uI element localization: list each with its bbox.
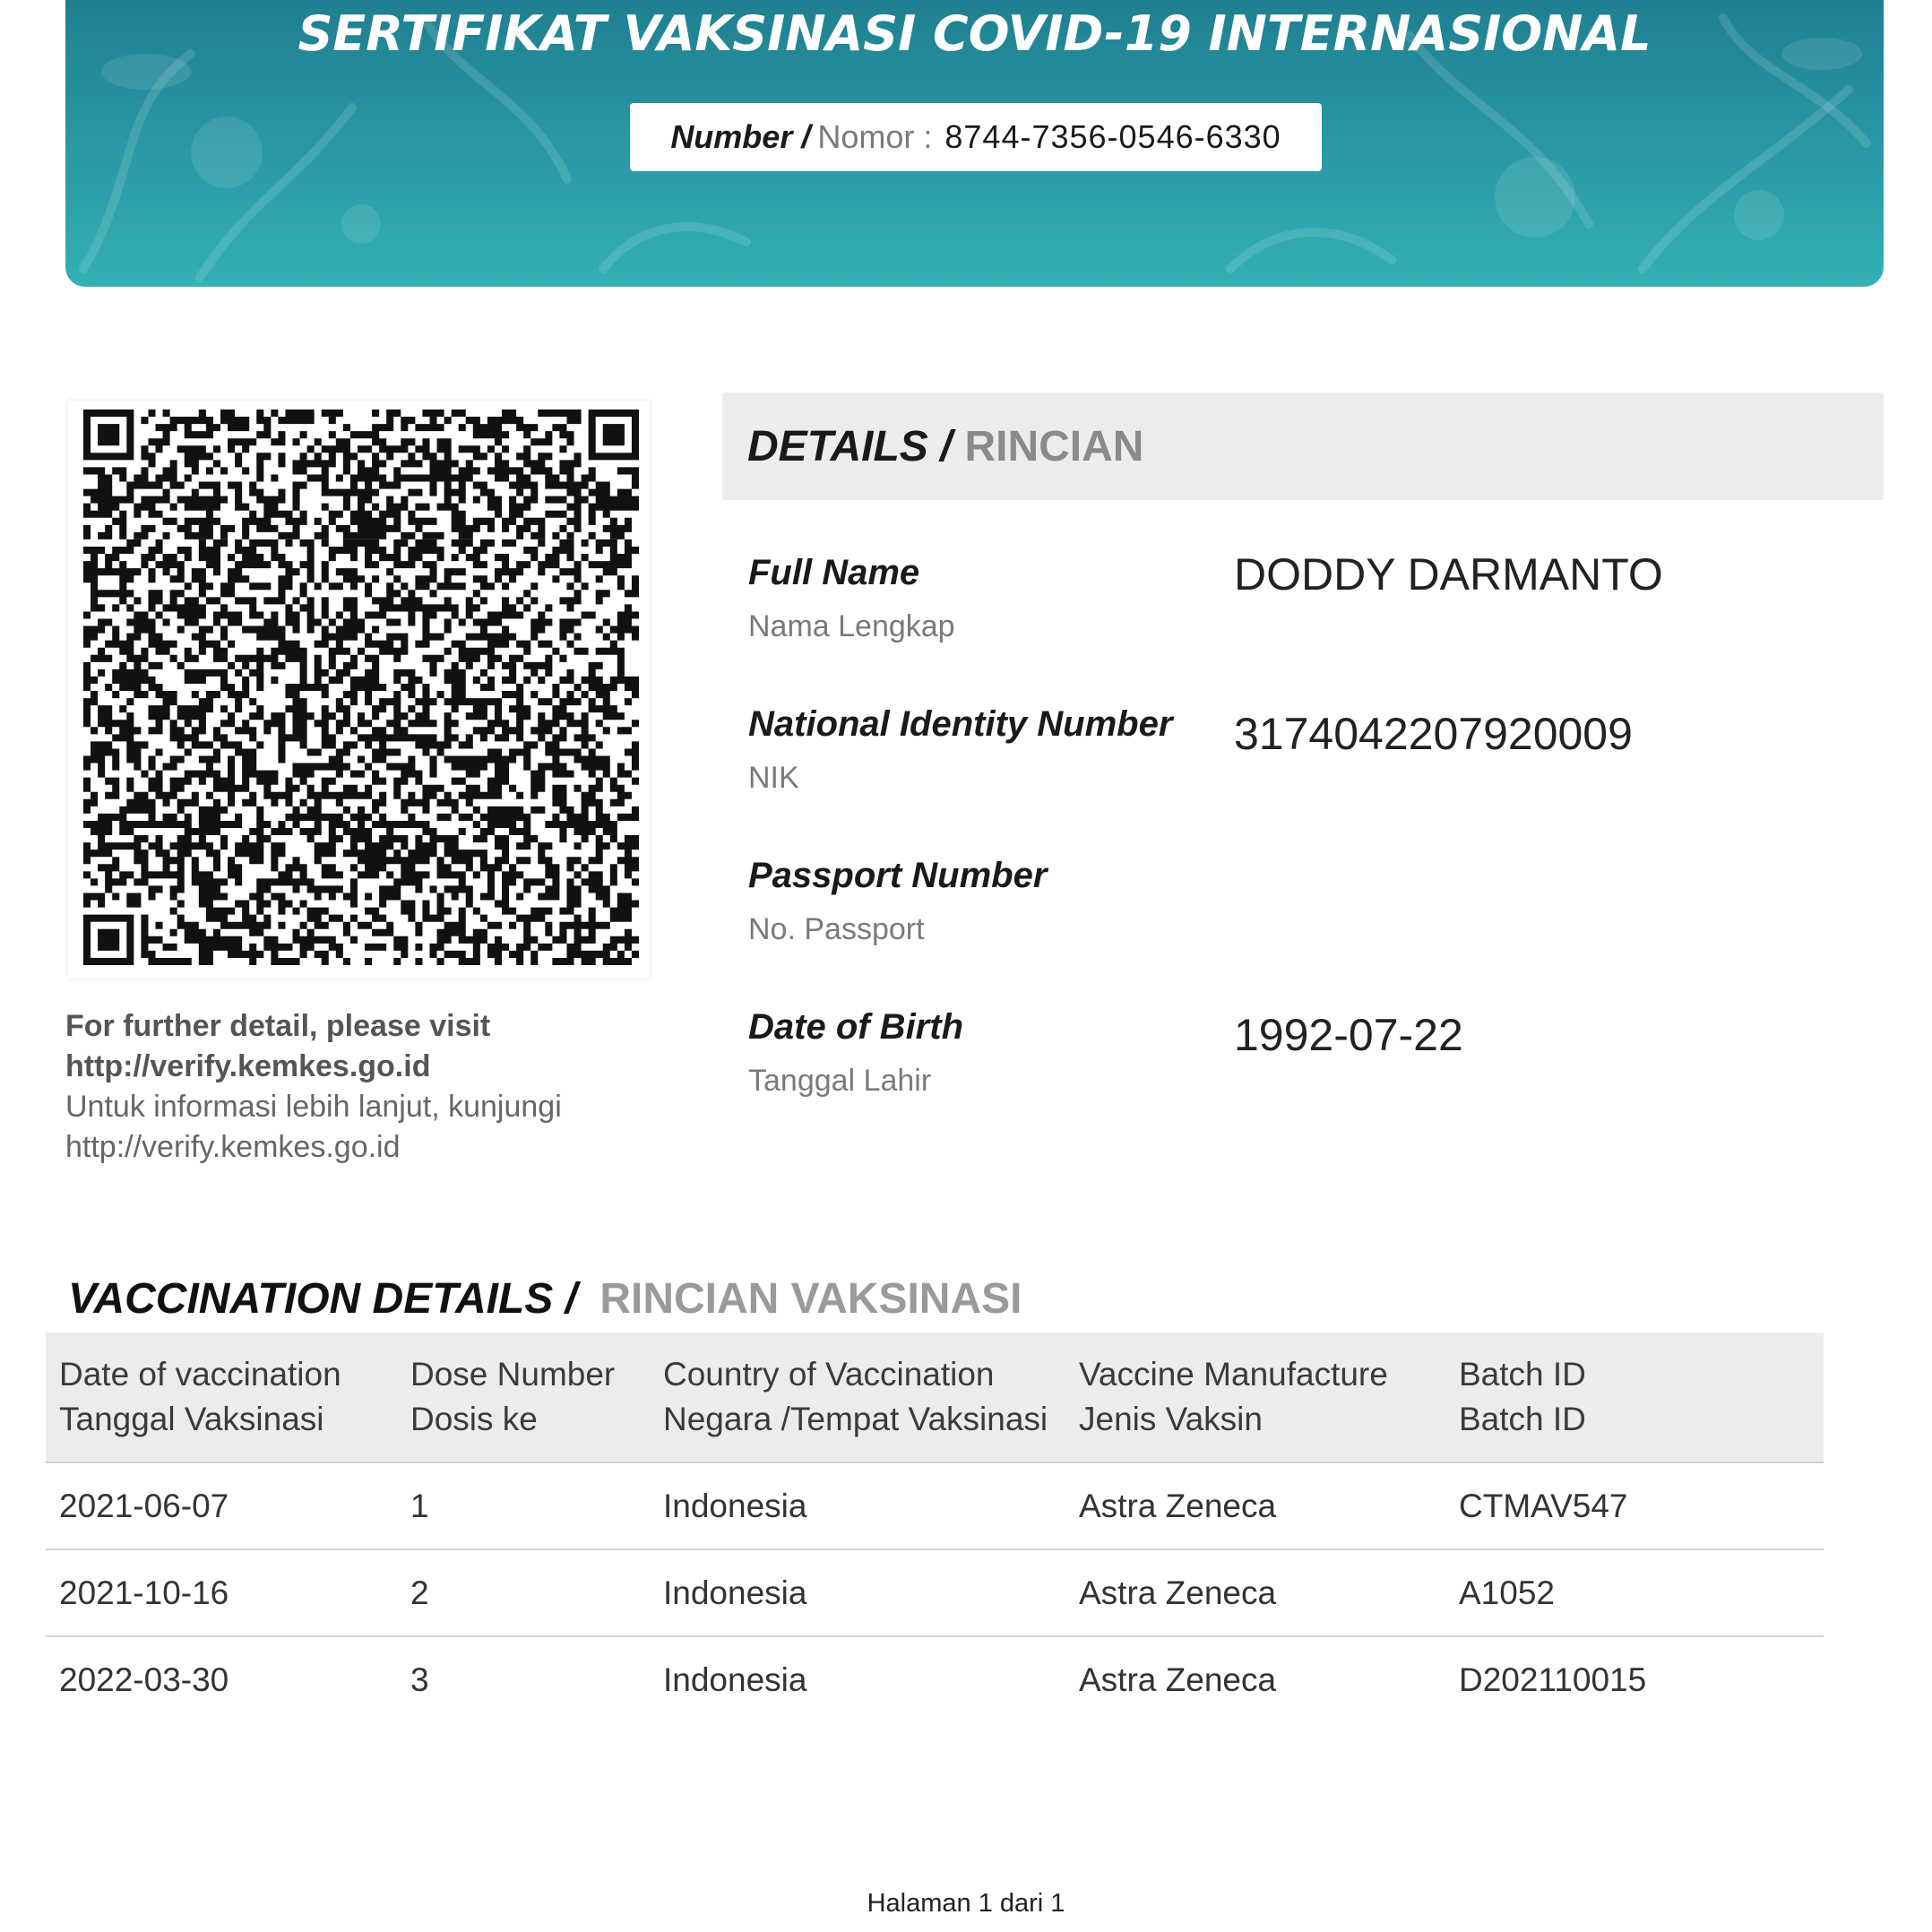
passport-label <box>748 856 1047 947</box>
dob-label-id: Tanggal Lahir <box>748 1064 932 1098</box>
table-cell: 2021-10-16 <box>46 1549 397 1636</box>
table-cell: Indonesia <box>663 1660 807 1698</box>
table-row <box>46 1462 1824 1549</box>
qr-code-icon <box>83 410 639 965</box>
table-cell: 2 <box>397 1549 650 1636</box>
full-name-label-id: Nama Lengkap <box>748 609 955 643</box>
table-cell: CTMAV547 <box>1445 1462 1824 1549</box>
vaccination-heading-en: VACCINATION DETAILS / <box>68 1275 577 1323</box>
table-cell: Indonesia <box>650 1462 1065 1549</box>
column-header: Country of Vaccination Negara /Tempat Vaksinasi <box>650 1333 1065 1462</box>
column-header: Vaccine Manufacture Jenis Vaksin <box>1065 1333 1445 1462</box>
column-header: Dose Number Dosis ke <box>397 1333 650 1462</box>
vaccination-heading <box>68 1274 1022 1324</box>
full-name-value: DODDY DARMANTO <box>1234 549 1663 599</box>
verify-note-en: For further detail, please visit http://verify.kemkes.go.id <box>65 1009 491 1083</box>
table-cell: D202110015 <box>1459 1660 1647 1698</box>
table-cell: 1 <box>397 1462 650 1549</box>
nik-label-en: National Identity Number <box>748 704 1173 744</box>
table-cell: Astra Zeneca <box>1065 1549 1445 1636</box>
details-header <box>722 392 1884 500</box>
certificate-number-box <box>630 103 1322 171</box>
table-cell: 3 <box>410 1660 429 1698</box>
table-cell: 2022-03-30 <box>59 1660 229 1698</box>
column-header: Date of vaccination Tanggal Vaksinasi <box>46 1333 397 1462</box>
passport-label-id: No. Passport <box>748 912 925 946</box>
column-header: Batch ID Batch ID <box>1445 1333 1824 1462</box>
details-heading-en: DETAILS / <box>747 422 953 470</box>
nik-label <box>748 704 1172 796</box>
dob-label <box>748 1007 963 1099</box>
table-row <box>46 1636 1824 1722</box>
verify-note <box>65 1006 675 1168</box>
table-cell: 2021-06-07 <box>46 1462 397 1549</box>
number-label-id: Nomor : <box>817 118 933 155</box>
table-cell: A1052 <box>1445 1549 1824 1636</box>
nik-value: 3174042207920009 <box>1234 709 1633 759</box>
qr-code <box>68 401 651 979</box>
table-cell: Indonesia <box>650 1549 1065 1636</box>
verify-note-id: Untuk informasi lebih lanjut, kunjungi http://verify.kemkes.go.id <box>65 1090 562 1164</box>
table-row <box>46 1549 1824 1636</box>
details-heading-id: RINCIAN <box>964 422 1144 470</box>
table-cell: Astra Zeneca <box>1065 1462 1445 1549</box>
page-footer: Halaman 1 dari 1 <box>867 1889 1065 1918</box>
nik-label-id: NIK <box>748 761 799 795</box>
full-name-label-en: Full Name <box>748 553 920 592</box>
table-header-row <box>46 1333 1824 1462</box>
certificate-banner <box>65 0 1884 287</box>
passport-label-en: Passport Number <box>748 856 1048 895</box>
certificate-title: SERTIFIKAT VAKSINASI COVID-19 INTERNASIONAL <box>298 5 1652 62</box>
full-name-label <box>748 553 955 644</box>
dob-label-en: Date of Birth <box>748 1007 963 1047</box>
certificate-number: 8744-7356-0546-6330 <box>944 118 1281 155</box>
table-cell: Astra Zeneca <box>1079 1660 1277 1698</box>
dob-value: 1992-07-22 <box>1234 1010 1463 1060</box>
vaccination-heading-id: RINCIAN VAKSINASI <box>599 1275 1022 1323</box>
number-label-en: Number / <box>670 118 811 155</box>
vaccination-table <box>46 1333 1824 1722</box>
